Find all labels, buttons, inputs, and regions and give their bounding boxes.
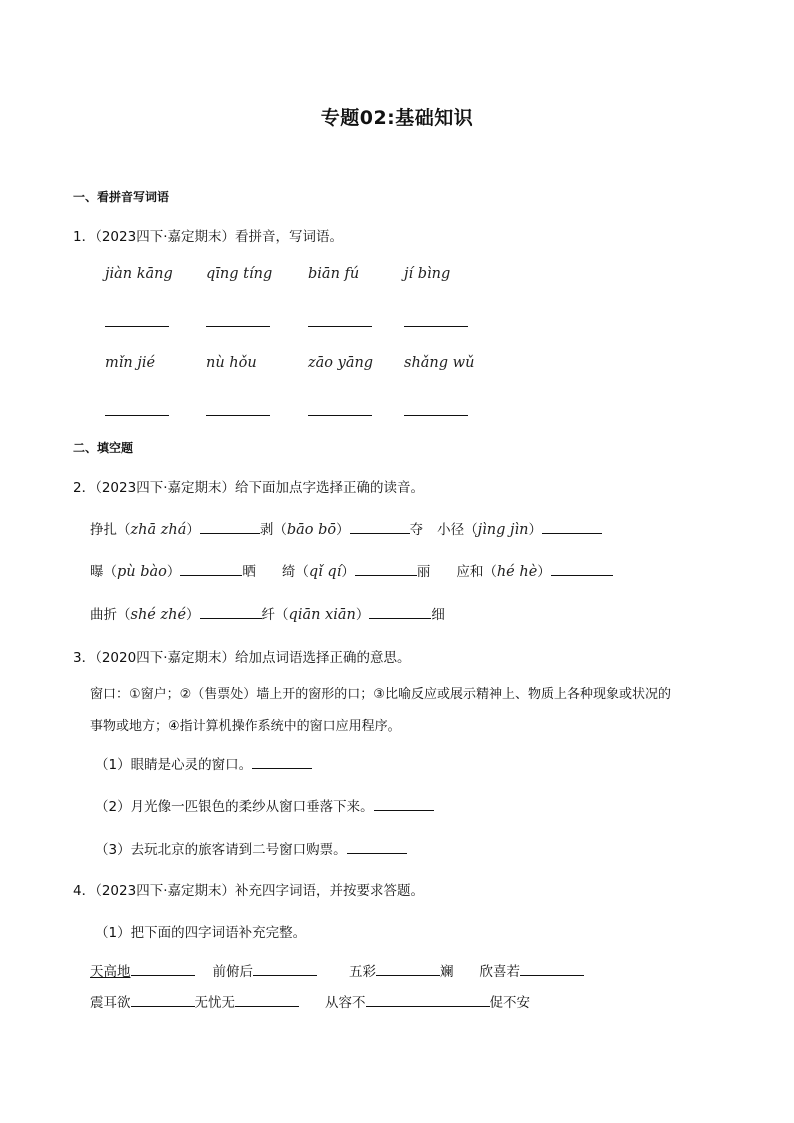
- answer-blank[interactable]: [366, 994, 490, 1007]
- idiom-prefix: 无忧无: [194, 995, 235, 1011]
- question-3-stem: 3．（2020四下·嘉定期末）给加点词语选择正确的意思。: [73, 650, 411, 666]
- pinyin-option: qǐ qí: [308, 564, 342, 580]
- word-label: 曲折（: [90, 607, 131, 623]
- sub-question: [95, 838, 407, 858]
- idiom-row-2: [90, 991, 530, 1011]
- answer-blank[interactable]: [206, 326, 270, 327]
- pinyin-option: shé zhé: [130, 607, 187, 623]
- answer-blank[interactable]: [369, 606, 431, 619]
- sub-question-text: （3）去玩北京的旅客请到二号窗口购票。: [95, 842, 347, 858]
- reading-row-2: [90, 560, 613, 580]
- pinyin-option: jìng jìn: [477, 522, 529, 538]
- answer-blank[interactable]: [131, 994, 195, 1007]
- answer-blank[interactable]: [308, 326, 372, 327]
- answer-blank[interactable]: [105, 326, 169, 327]
- pinyin-item: zāo yāng: [308, 355, 374, 371]
- word-label: 应和（: [456, 564, 497, 580]
- pinyin-item: qīng tíng: [206, 266, 273, 282]
- reading-row-1: [90, 518, 602, 538]
- answer-blank[interactable]: [376, 963, 440, 976]
- pinyin-option: bāo bō: [286, 522, 337, 538]
- reading-row-3: [90, 603, 445, 623]
- idiom-prefix: 欣喜若: [479, 964, 520, 980]
- idiom-prefix: 震耳欲: [90, 995, 131, 1011]
- word-label: 挣扎（: [90, 522, 131, 538]
- pinyin-option: hé hè: [496, 564, 538, 580]
- word-label: 曝（: [90, 564, 117, 580]
- pinyin-item: nù hǒu: [206, 355, 257, 371]
- answer-blank[interactable]: [355, 563, 417, 576]
- question-1-stem: 1．（2023四下·嘉定期末）看拼音，写词语。: [73, 229, 343, 245]
- word-label: 丽: [416, 564, 431, 580]
- idiom-prefix: 五彩: [349, 964, 376, 980]
- pinyin-option: pù bào: [117, 564, 167, 580]
- answer-blank[interactable]: [520, 963, 584, 976]
- answer-blank[interactable]: [551, 563, 613, 576]
- word-label: ）: [336, 522, 350, 538]
- pinyin-item: shǎng wǔ: [404, 355, 475, 371]
- word-label: 纤（: [261, 607, 289, 623]
- word-label: ）: [537, 564, 551, 580]
- page-title: 专题02:基础知识: [320, 107, 474, 129]
- word-label: ）: [355, 607, 370, 623]
- word-label: 剥（: [259, 522, 287, 538]
- definition-text: 事物或地方；④指计算机操作系统中的窗口应用程序。: [90, 719, 401, 734]
- question-2-stem: 2．（2023四下·嘉定期末）给下面加点字选择正确的读音。: [73, 480, 424, 496]
- sub-question-text: （1）眼睛是心灵的窗口。: [95, 757, 253, 773]
- answer-blank[interactable]: [105, 415, 169, 416]
- sub-question-text: （1）把下面的四字词语补充完整。: [95, 925, 307, 941]
- answer-blank[interactable]: [347, 841, 407, 854]
- idiom-suffix: 促不安: [489, 995, 530, 1011]
- pinyin-item: biān fú: [308, 266, 360, 282]
- sub-question-text: （2）月光像一匹银色的柔纱从窗口垂落下来。: [95, 799, 374, 815]
- answer-blank[interactable]: [253, 963, 317, 976]
- idiom-row-1: [90, 960, 584, 980]
- answer-blank[interactable]: [235, 994, 299, 1007]
- answer-blank[interactable]: [206, 415, 270, 416]
- idiom-prefix: 从容不: [325, 995, 366, 1011]
- answer-blank[interactable]: [308, 415, 372, 416]
- section-heading-fill: 二、填空题: [73, 441, 134, 455]
- idiom-prefix: 前俯后: [212, 964, 253, 980]
- pinyin-item: jí bìng: [404, 266, 451, 282]
- answer-blank[interactable]: [374, 798, 434, 811]
- word-label: 绮（: [281, 564, 309, 580]
- word-label: 细: [431, 607, 445, 623]
- word-label: ）: [341, 564, 355, 580]
- word-label: 夺: [409, 522, 424, 538]
- answer-blank[interactable]: [350, 521, 410, 534]
- sub-question: [95, 753, 312, 773]
- idiom-suffix: 斓: [440, 964, 454, 980]
- word-label: ）: [528, 522, 542, 538]
- word-label: ）: [186, 522, 200, 538]
- word-label: 晒: [242, 564, 256, 580]
- word-label: ）: [186, 607, 200, 623]
- answer-blank[interactable]: [180, 563, 242, 576]
- answer-blank[interactable]: [404, 326, 468, 327]
- answer-blank[interactable]: [252, 756, 312, 769]
- answer-blank[interactable]: [404, 415, 468, 416]
- pinyin-option: qiān xiān: [288, 607, 356, 623]
- pinyin-item: jiàn kāng: [105, 266, 173, 282]
- answer-blank[interactable]: [131, 963, 195, 976]
- answer-blank[interactable]: [200, 521, 260, 534]
- section-heading-pinyin: 一、看拼音写词语: [73, 190, 170, 204]
- word-label: ）: [166, 564, 181, 580]
- pinyin-item: mǐn jié: [105, 355, 156, 371]
- pinyin-option: zhā zhá: [130, 522, 187, 538]
- idiom-prefix: 天高地: [90, 964, 131, 980]
- sub-question: [95, 795, 434, 815]
- definition-text: 窗口：①窗户；②（售票处）墙上开的窗形的口；③比喻反应或展示精神上、物质上各种现象或状况的: [90, 687, 671, 702]
- word-label: 小径（: [437, 522, 478, 538]
- question-4-stem: 4．（2023四下·嘉定期末）补充四字词语，并按要求答题。: [73, 883, 424, 899]
- answer-blank[interactable]: [200, 606, 262, 619]
- answer-blank[interactable]: [542, 521, 602, 534]
